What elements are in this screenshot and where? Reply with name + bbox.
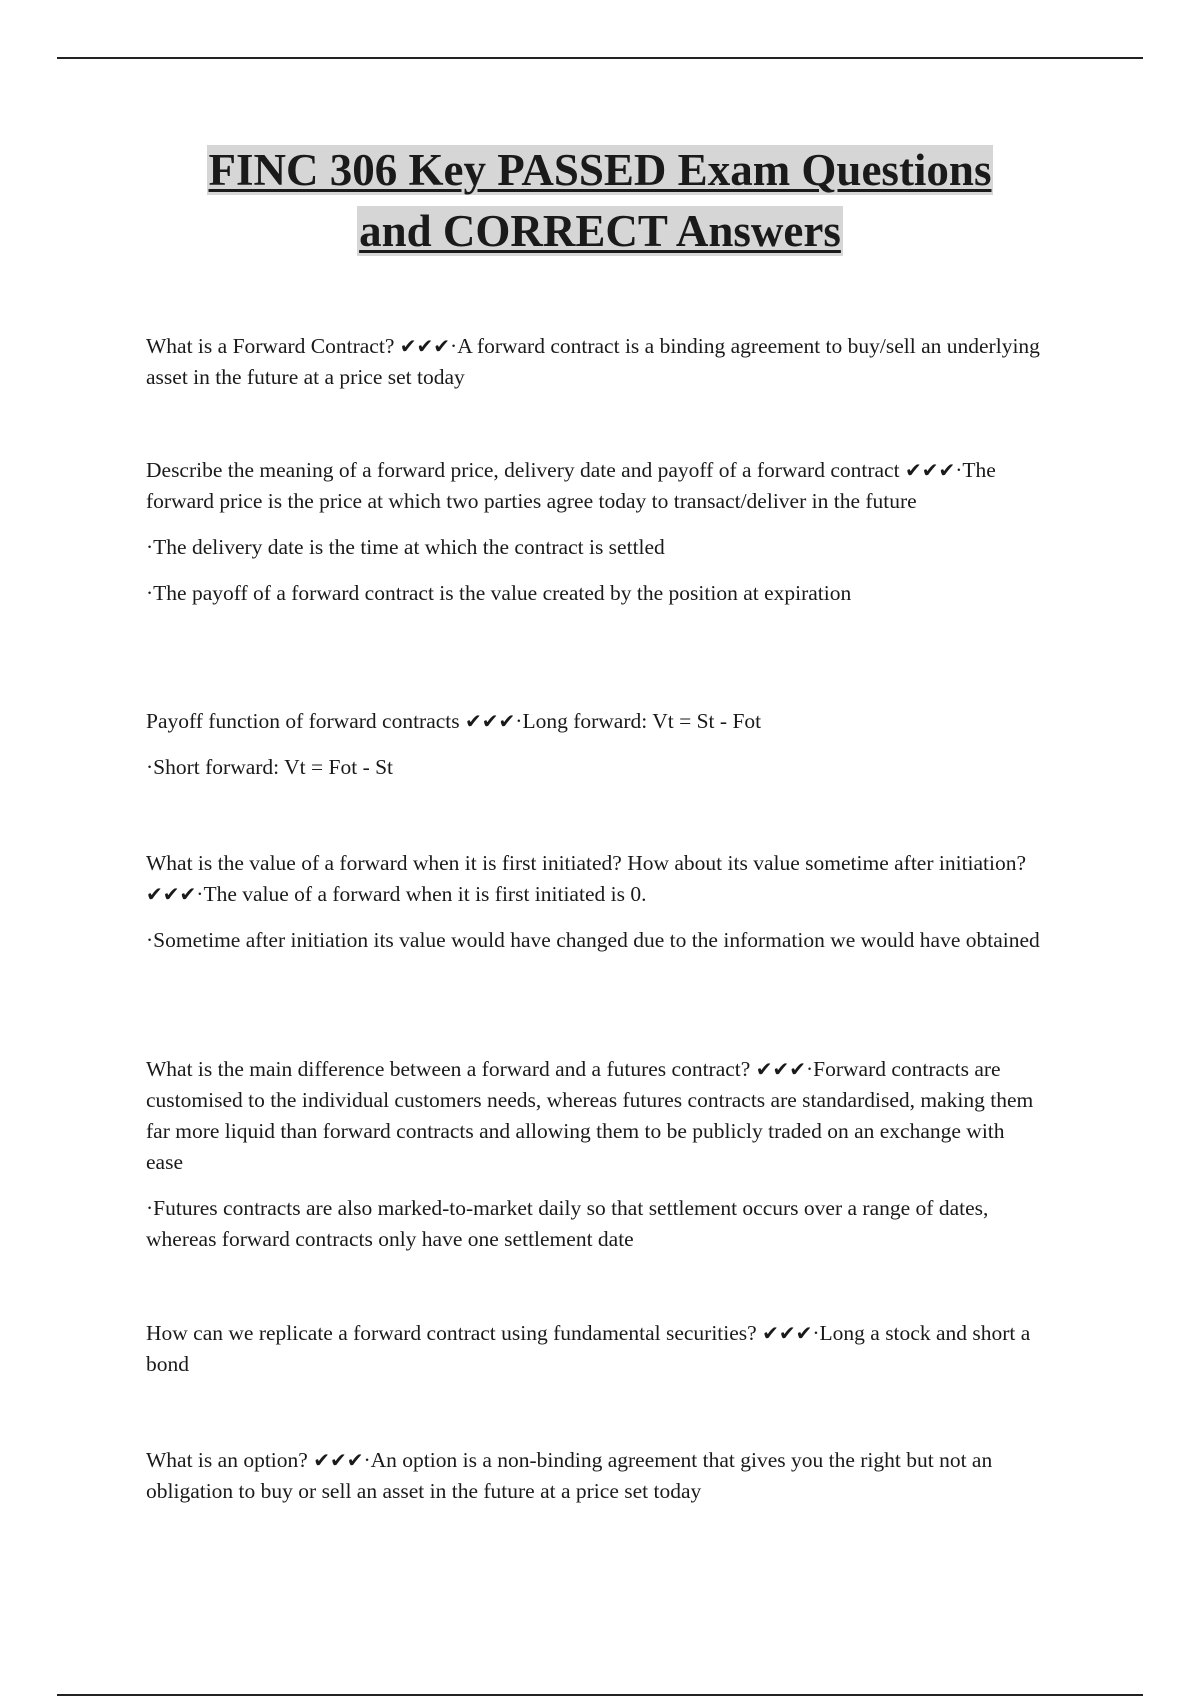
qa-item-4-main: [146, 848, 1046, 910]
answer-detail: ·The delivery date is the time at which the contract is settled: [146, 535, 665, 559]
check-marks-icon: ✔✔✔: [762, 1321, 813, 1345]
answer-text: ·Long forward: Vt = St - Fot: [515, 709, 762, 733]
answer-detail: ·The payoff of a forward contract is the value created by the position at expiration: [146, 581, 852, 605]
answer-text: ·Long a stock and short a bond: [146, 1321, 1031, 1376]
answer-text: ·A forward contract is a binding agreement to buy/sell an underlying asset in the future at a price set today: [146, 334, 1040, 389]
check-marks-icon: ✔✔✔: [755, 1057, 806, 1081]
answer-text: ·The forward price is the price at which two parties agree today to transact/deliver in the future: [146, 458, 996, 513]
question-text: What is the main difference between a forward and a futures contract?: [146, 1057, 751, 1081]
title-line-1: FINC 306 Key PASSED Exam Questions: [208, 145, 992, 195]
qa-item-6: [146, 1318, 1046, 1380]
qa-item-1-main: [146, 331, 1046, 393]
qa-item-3-main: [146, 706, 1046, 737]
qa-item-1: [146, 331, 1046, 393]
qa-item-6-main: [146, 1318, 1046, 1380]
qa-item-7-main: [146, 1445, 1046, 1507]
document-title: [0, 140, 1200, 262]
bottom-rule: [57, 1694, 1143, 1696]
answer-text: ·Forward contracts are customised to the individual customers needs, whereas futures contracts are standardised, making them far more liquid than forward contracts and allowing them to be publicly traded on an exchange with ease: [146, 1057, 1034, 1174]
answer-detail: ·Sometime after initiation its value would have changed due to the information we would have obtained: [146, 928, 1040, 952]
answer-text: ·The value of a forward when it is first initiated is 0.: [196, 882, 647, 906]
title-line-2: and CORRECT Answers: [359, 206, 841, 256]
answer-detail: ·Short forward: Vt = Fot - St: [146, 755, 394, 779]
qa-item-5: [146, 1054, 1046, 1255]
qa-item-7: [146, 1445, 1046, 1507]
qa-item-3: [146, 706, 1046, 783]
check-marks-icon: ✔✔✔: [465, 709, 516, 733]
question-text: Describe the meaning of a forward price, delivery date and payoff of a forward contract: [146, 458, 900, 482]
check-marks-icon: ✔✔✔: [904, 458, 956, 482]
question-text: What is the value of a forward when it is first initiated? How about its value sometime after initiation?: [146, 851, 1027, 875]
check-marks-icon: ✔✔✔: [399, 334, 451, 358]
question-text: How can we replicate a forward contract using fundamental securities?: [146, 1321, 757, 1345]
qa-item-5-main: [146, 1054, 1046, 1178]
check-marks-icon: ✔✔✔: [146, 882, 197, 906]
question-text: Payoff function of forward contracts: [146, 709, 460, 733]
qa-item-4: [146, 848, 1046, 956]
qa-item-2-main: [146, 455, 1046, 517]
question-text: What is an option?: [146, 1448, 308, 1472]
answer-detail: ·Futures contracts are also marked-to-market daily so that settlement occurs over a range of dates, whereas forward contracts only have one settlement date: [146, 1196, 989, 1251]
answer-text: ·An option is a non-binding agreement that gives you the right but not an obligation to buy or sell an asset in the future at a price set today: [146, 1448, 993, 1503]
check-marks-icon: ✔✔✔: [313, 1448, 364, 1472]
top-rule: [57, 57, 1143, 59]
qa-item-2: [146, 455, 1046, 609]
question-text: What is a Forward Contract?: [146, 334, 395, 358]
